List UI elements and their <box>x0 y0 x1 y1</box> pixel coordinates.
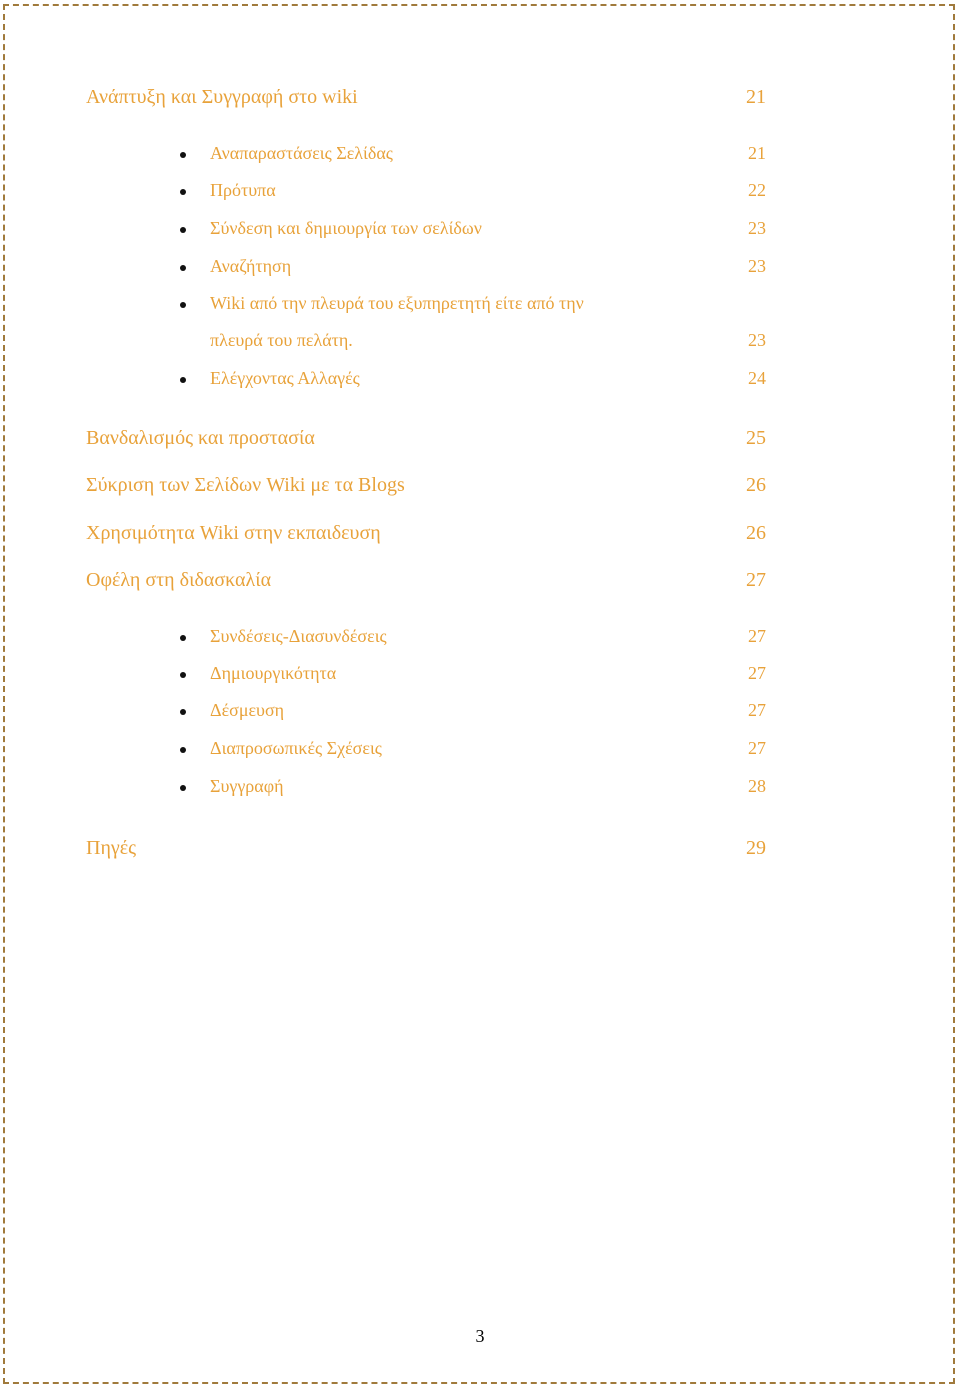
bullet-icon <box>180 785 186 791</box>
toc-subentry-title[interactable]: Αναζήτηση <box>210 256 292 276</box>
toc-entry-title[interactable]: Πηγές <box>86 837 137 859</box>
toc-entry-title[interactable]: Οφέλη στη διδασκαλία <box>86 569 272 591</box>
toc-subentry-page: 27 <box>748 738 766 758</box>
toc-subentry-title[interactable]: Συγγραφή <box>210 776 284 796</box>
toc-subentry-page: 23 <box>748 218 766 238</box>
toc-subentry-page: 22 <box>748 180 766 200</box>
bullet-icon <box>180 152 186 158</box>
bullet-icon <box>180 302 186 308</box>
toc-entry-page: 25 <box>746 427 766 449</box>
toc-subentry-title[interactable]: Wiki από την πλευρά του εξυπηρετητή είτε από την <box>210 293 584 313</box>
toc-subentry-title[interactable]: Σύνδεση και δημιουργία των σελίδων <box>210 218 482 238</box>
toc-entry-page: 26 <box>746 522 766 544</box>
bullet-icon <box>180 227 186 233</box>
page-border <box>3 4 955 1384</box>
toc-entry-page: 29 <box>746 837 766 859</box>
toc-subentry-page: 27 <box>748 700 766 720</box>
toc-subentry-title[interactable]: Αναπαραστάσεις Σελίδας <box>210 143 393 163</box>
toc-subentry-page: 23 <box>748 256 766 276</box>
toc-subentry-title[interactable]: Πρότυπα <box>210 180 276 200</box>
toc-entry-page: 27 <box>746 569 766 591</box>
toc-subentry-page: 24 <box>748 368 766 388</box>
page-number: 3 <box>475 1326 485 1346</box>
toc-subentry-title[interactable]: Ελέγχοντας Αλλαγές <box>210 368 360 388</box>
toc-subentry-page: 27 <box>748 663 766 683</box>
toc-entry-title[interactable]: Βανδαλισμός και προστασία <box>86 427 315 449</box>
bullet-icon <box>180 377 186 383</box>
toc-subentry-page: 27 <box>748 626 766 646</box>
toc-subentry-page: 28 <box>748 776 766 796</box>
bullet-icon <box>180 635 186 641</box>
toc-subentry-title[interactable]: Συνδέσεις-Διασυνδέσεις <box>210 626 387 646</box>
toc-entry-title[interactable]: Ανάπτυξη και Συγγραφή στο wiki <box>86 86 358 108</box>
toc-subentry-page: 23 <box>748 330 766 350</box>
toc-entry-page: 21 <box>746 86 766 108</box>
toc-subentry-title-continuation[interactable]: πλευρά του πελάτη. <box>210 330 353 350</box>
bullet-icon <box>180 265 186 271</box>
toc-entry-title[interactable]: Χρησιμότητα Wiki στην εκπαιδευση <box>86 522 381 544</box>
bullet-icon <box>180 189 186 195</box>
toc-subentry-title[interactable]: Δέσμευση <box>210 700 285 720</box>
bullet-icon <box>180 747 186 753</box>
toc-entry-page: 26 <box>746 474 766 496</box>
toc-subentry-title[interactable]: Διαπροσωπικές Σχέσεις <box>210 738 382 758</box>
toc-subentry-page: 21 <box>748 143 766 163</box>
toc-subentry-title[interactable]: Δημιουργικότητα <box>210 663 337 683</box>
bullet-icon <box>180 709 186 715</box>
bullet-icon <box>180 672 186 678</box>
toc-entry-title[interactable]: Σύκριση των Σελίδων Wiki με τα Blogs <box>86 474 405 496</box>
